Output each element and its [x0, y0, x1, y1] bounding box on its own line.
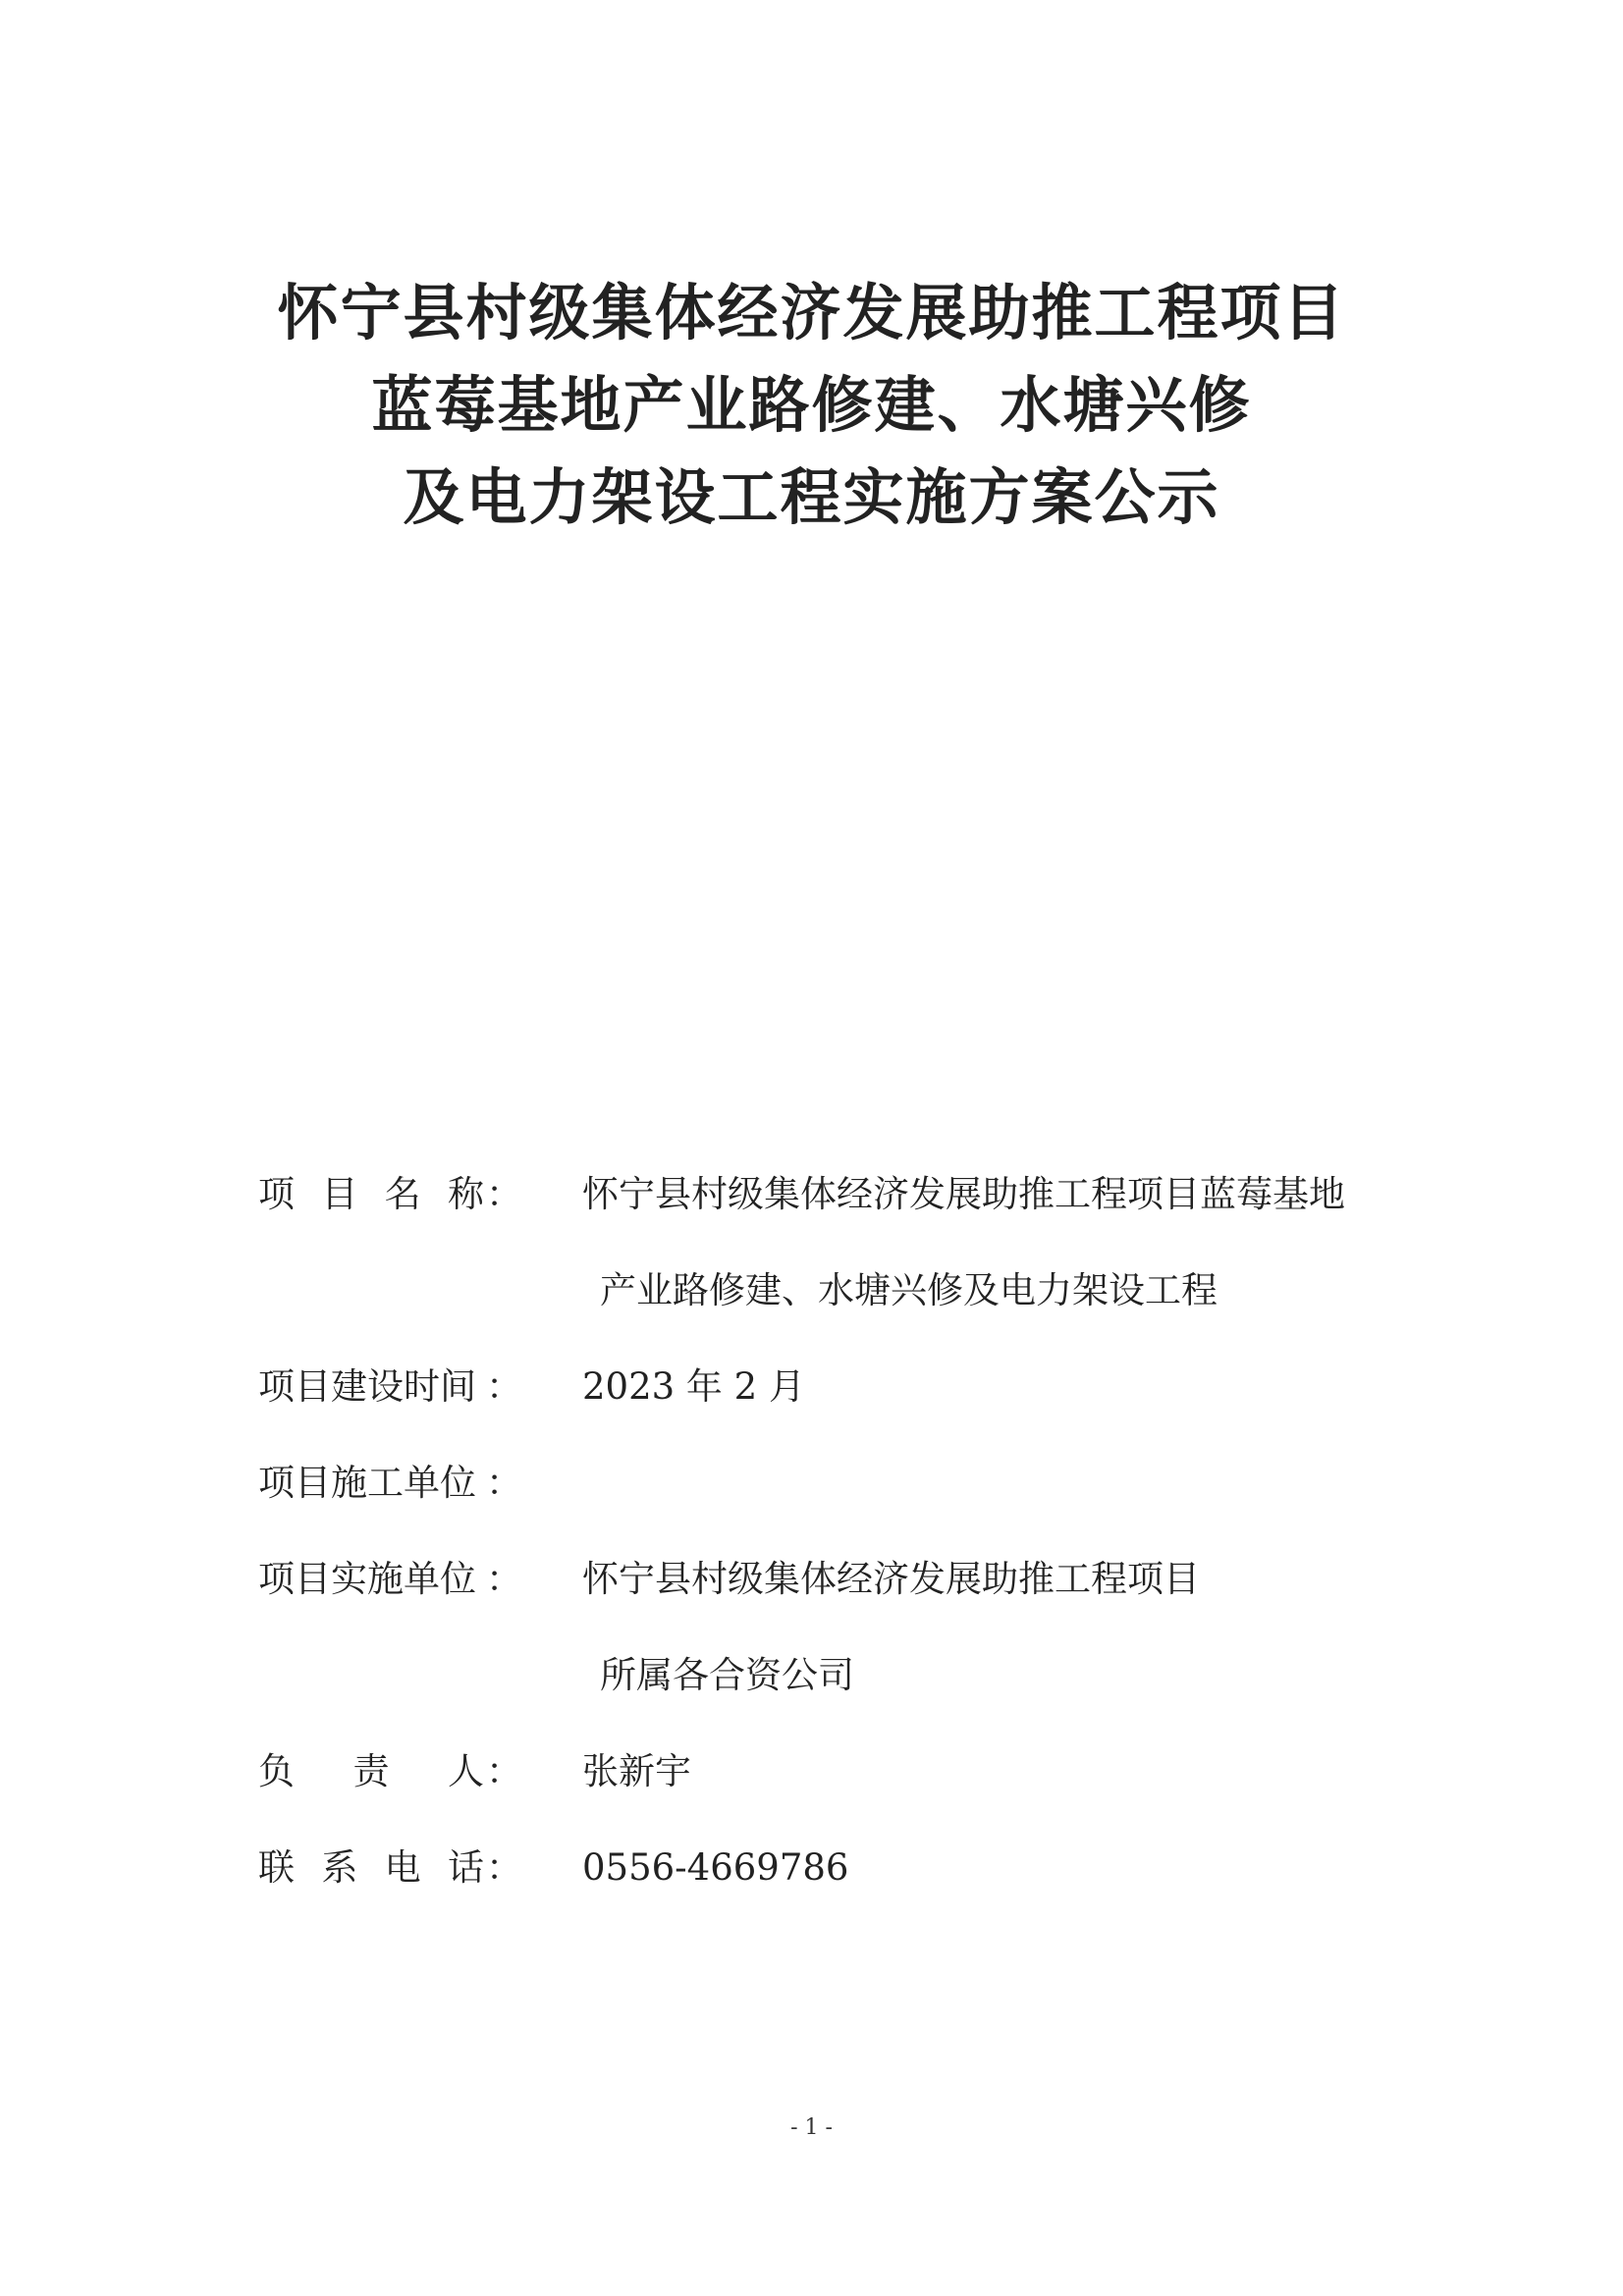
- responsible-person-label: 负责人: [258, 1750, 484, 1792]
- build-time-value: 2023 年 2 月: [582, 1365, 805, 1408]
- phone-colon: ：: [486, 1846, 522, 1889]
- title-line-3: 及电力架设工程实施方案公示: [403, 461, 1220, 533]
- implementation-unit-colon: ：: [486, 1558, 522, 1600]
- project-name-value-line-1: 怀宁县村级集体经济发展助推工程项目蓝莓基地: [582, 1173, 1345, 1215]
- phone-label: 联系电话: [258, 1846, 484, 1889]
- project-name-value-line-2: 产业路修建、水塘兴修及电力架设工程: [600, 1269, 1217, 1311]
- title-line-1: 怀宁县村级集体经济发展助推工程项目: [277, 277, 1346, 348]
- title-line-2: 蓝莓基地产业路修建、水塘兴修: [371, 369, 1252, 441]
- build-time-label: 项目建设时间: [258, 1365, 476, 1408]
- responsible-person-colon: ：: [486, 1750, 522, 1792]
- implementation-unit-label: 项目实施单位: [258, 1558, 476, 1600]
- page-title: [0, 267, 1623, 544]
- implementation-unit-value-line-1: 怀宁县村级集体经济发展助推工程项目: [582, 1558, 1200, 1600]
- implementation-unit-value-line-2: 所属各合资公司: [600, 1654, 854, 1696]
- build-time-colon: ：: [486, 1365, 522, 1408]
- phone-value: 0556-4669786: [582, 1846, 849, 1889]
- construction-unit-label: 项目施工单位: [258, 1462, 476, 1504]
- construction-unit-colon: ：: [486, 1462, 522, 1504]
- responsible-person-value: 张新宇: [582, 1750, 691, 1792]
- project-name-label: 项目名称: [258, 1173, 484, 1215]
- page-number: - 1 -: [790, 2115, 833, 2140]
- project-name-colon: ：: [486, 1173, 522, 1215]
